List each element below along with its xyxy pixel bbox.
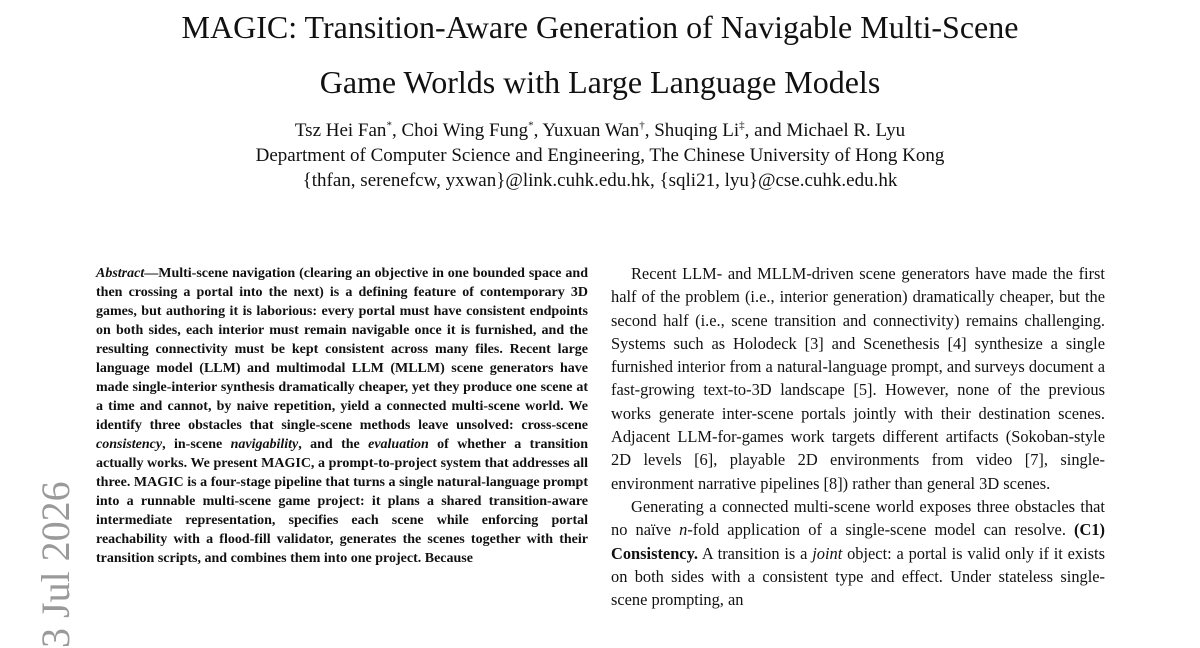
affiliation-mark: ‡ [739, 119, 745, 132]
arxiv-date-watermark: 3 Jul 2026 [33, 481, 78, 648]
p2-text-a: Generating a connected multi-scene world exposes three obstacles that no naïve [611, 496, 1105, 540]
abstract-emphasis: navigability [230, 437, 299, 452]
abstract-text: —Multi-scene navigation (clearing an objective in one bounded space and then crossing a portal into the next) is a defining feature of contemporary 3D games, but authoring it is laborious: every portal must have consistent endpoints on both sides, each interior must remain navigable once it is furnished, and the resulting connectivity must be kept consistent across many files. Recent large language model (LLM) and multimodal LLM (MLLM) scene generators have made single-interior synthesis dramatically cheaper, yet they produce one scene at a time and cannot, by naive repetition, yield a connected multi-scene world. We identify three obstacles that single-scene methods leave unsolved: cross-scene [96, 266, 588, 433]
author-list: Tsz Hei Fan*, Choi Wing Fung*, Yuxuan Wan†, Shuqing Li‡, and Michael R. Lyu [294, 119, 906, 141]
c1-consistency-heading: (C1) Consistency. [611, 520, 1105, 563]
body-paragraph-2 [611, 495, 1105, 611]
emails: {thfan, serenefcw, yxwan}@link.cuhk.edu.hk, {sqli21, lyu}@cse.cuhk.edu.hk [302, 170, 898, 191]
author-name: Yuxuan Wan† [542, 119, 645, 141]
title-line-2: Game Worlds with Large Language Models [319, 64, 881, 100]
author-name: Tsz Hei Fan* [294, 119, 392, 141]
author-block [0, 118, 1200, 193]
abstract-text: , in-scene [162, 437, 231, 452]
author-name: Michael R. Lyu [786, 120, 906, 141]
abstract-label: Abstract [96, 266, 145, 281]
p2-text-b: -fold application of a single-scene model can resolve. [687, 520, 1075, 540]
abstract-text: , and the [298, 437, 369, 452]
p2-text-c: A transition is a [697, 543, 813, 563]
title-line-1: MAGIC: Transition-Aware Generation of Navigable Multi-Scene [181, 9, 1019, 45]
author-name: Choi Wing Fung* [401, 119, 534, 141]
p2-text-d: object: a portal is valid only if it exists on both sides with a consistent type and effect. Under stateless single-scene prompting, an [611, 543, 1105, 610]
abstract-emphasis: evaluation [368, 437, 429, 452]
p2-joint-word: joint [812, 543, 843, 563]
p2-n-symbol: n [679, 520, 688, 540]
affiliation-mark: * [386, 119, 392, 132]
abstract [96, 264, 588, 568]
abstract-emphasis: consistency [96, 437, 163, 452]
affiliation-mark: * [528, 119, 534, 132]
affiliation: Department of Computer Science and Engineering, The Chinese University of Hong Kong [255, 145, 945, 166]
paper-title [0, 0, 1200, 110]
body-paragraph-1: Recent LLM- and MLLM-driven scene generators have made the first half of the problem (i.e., interior generation) dramatically cheaper, but the second half (i.e., scene transition and connectivity) remains challenging. Systems such as Holodeck [3] and Scenethesis [4] synthesize a single furnished interior from a natural-language prompt, and surveys document a fast-growing text-to-3D landscape [5]. However, none of the previous works generate inter-scene portals jointly with their destination scenes. Adjacent LLM-for-games work targets different artifacts (Sokoban-style 2D levels [6], playable 2D environments from video [7], single-environment narrative pipelines [8]) rather than general 3D scenes. [611, 264, 1105, 493]
abstract-text: of whether a transition actually works. We present MAGIC, a prompt-to-project system that addresses all three. MAGIC is a four-stage pipeline that turns a single natural-language prompt into a runnable multi-scene game project: it plans a shared transition-aware intermediate representation, specifies each scene while enforcing portal reachability with a flood-fill validator, generates the scenes together with their transition scripts, and combines them into one project. Because [96, 437, 589, 566]
affiliation-mark: † [639, 119, 645, 132]
author-name: Shuqing Li‡ [654, 119, 745, 141]
introduction-column [611, 262, 1105, 611]
